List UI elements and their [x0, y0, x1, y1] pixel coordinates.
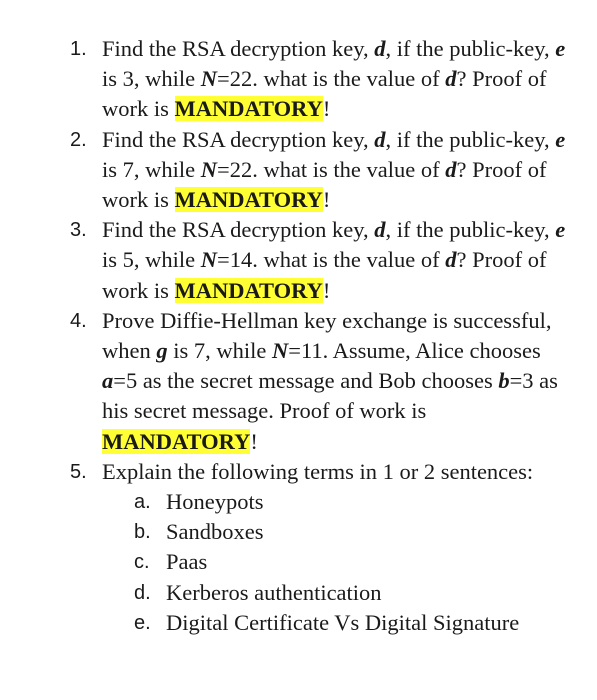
variable: d	[445, 247, 457, 273]
question-number: 1.	[70, 38, 87, 60]
question-text: ? Proof of work is	[102, 156, 547, 213]
variable: e	[555, 36, 566, 61]
term-letter: e.	[134, 611, 151, 634]
question-1	[70, 34, 570, 125]
variable: d	[374, 126, 386, 152]
variable: N	[200, 247, 217, 273]
question-text: =5 as the secret message and Bob chooses	[113, 368, 499, 394]
question-text: !	[322, 187, 331, 213]
term-letter: a.	[134, 491, 151, 514]
question-text: Prove Diffie-Hellman key exchange is successful, when	[102, 307, 552, 364]
variable: N	[272, 338, 289, 364]
question-text: Find the RSA decryption key,	[102, 126, 375, 152]
variable: N	[200, 156, 217, 182]
mandatory-highlight: MANDATORY	[174, 187, 323, 213]
term-item	[134, 517, 570, 547]
question-4	[70, 306, 570, 457]
question-text: , if the public-key,	[385, 217, 556, 243]
term-text: Paas	[166, 549, 208, 575]
question-text: is 5, while	[102, 247, 201, 273]
question-text: !	[250, 428, 258, 454]
term-letter: d.	[134, 581, 151, 604]
question-5	[70, 457, 570, 638]
mandatory-highlight: MANDATORY	[102, 428, 251, 454]
term-text: Kerberos authentication	[166, 579, 382, 605]
question-number: 5.	[70, 460, 87, 483]
term-text: Digital Certificate Vs Digital Signature	[166, 609, 520, 635]
term-text: Honeypots	[166, 489, 264, 515]
question-text: , if the public-key,	[385, 126, 556, 152]
question-text: Find the RSA decryption key,	[102, 36, 375, 61]
question-text: =22. what is the value of	[217, 156, 446, 182]
variable: e	[555, 126, 566, 152]
mandatory-highlight: MANDATORY	[174, 277, 323, 303]
term-letter: c.	[134, 551, 150, 574]
question-text: =3 as his secret message. Proof of work is	[102, 368, 558, 424]
question-number: 4.	[70, 309, 87, 332]
term-list	[134, 487, 570, 638]
variable: d	[445, 66, 457, 92]
variable: d	[374, 36, 386, 61]
question-text: =14. what is the value of	[217, 247, 446, 273]
variable: e	[555, 217, 566, 243]
term-item	[134, 608, 570, 638]
term-item	[134, 578, 570, 608]
question-text: is 3, while	[102, 66, 201, 92]
question-2	[70, 125, 570, 216]
variable: b	[498, 368, 510, 394]
question-text: is 7, while	[102, 156, 201, 182]
variable: a	[102, 368, 114, 394]
term-item	[134, 487, 570, 517]
mandatory-highlight: MANDATORY	[174, 96, 323, 122]
question-3	[70, 215, 570, 306]
variable: d	[445, 156, 457, 182]
question-text: is 7, while	[167, 338, 272, 364]
question-list	[70, 34, 570, 638]
question-number: 3.	[70, 219, 87, 242]
variable: g	[156, 338, 168, 364]
question-text: ? Proof of work is	[102, 247, 547, 303]
question-text: ? Proof of work is	[102, 66, 547, 122]
question-number: 2.	[70, 128, 87, 151]
question-text: =22. what is the value of	[217, 66, 446, 92]
question-text: !	[322, 96, 331, 122]
question-text: =11. Assume, Alice chooses	[288, 338, 541, 364]
question-text: !	[322, 277, 331, 303]
term-letter: b.	[134, 521, 151, 544]
variable: N	[200, 66, 217, 92]
question-text: Explain the following terms in 1 or 2 sentences:	[102, 458, 534, 484]
variable: d	[374, 217, 386, 243]
question-text: , if the public-key,	[385, 36, 556, 61]
term-text: Sandboxes	[166, 519, 264, 545]
term-item	[134, 547, 570, 577]
question-text: Find the RSA decryption key,	[102, 217, 375, 243]
